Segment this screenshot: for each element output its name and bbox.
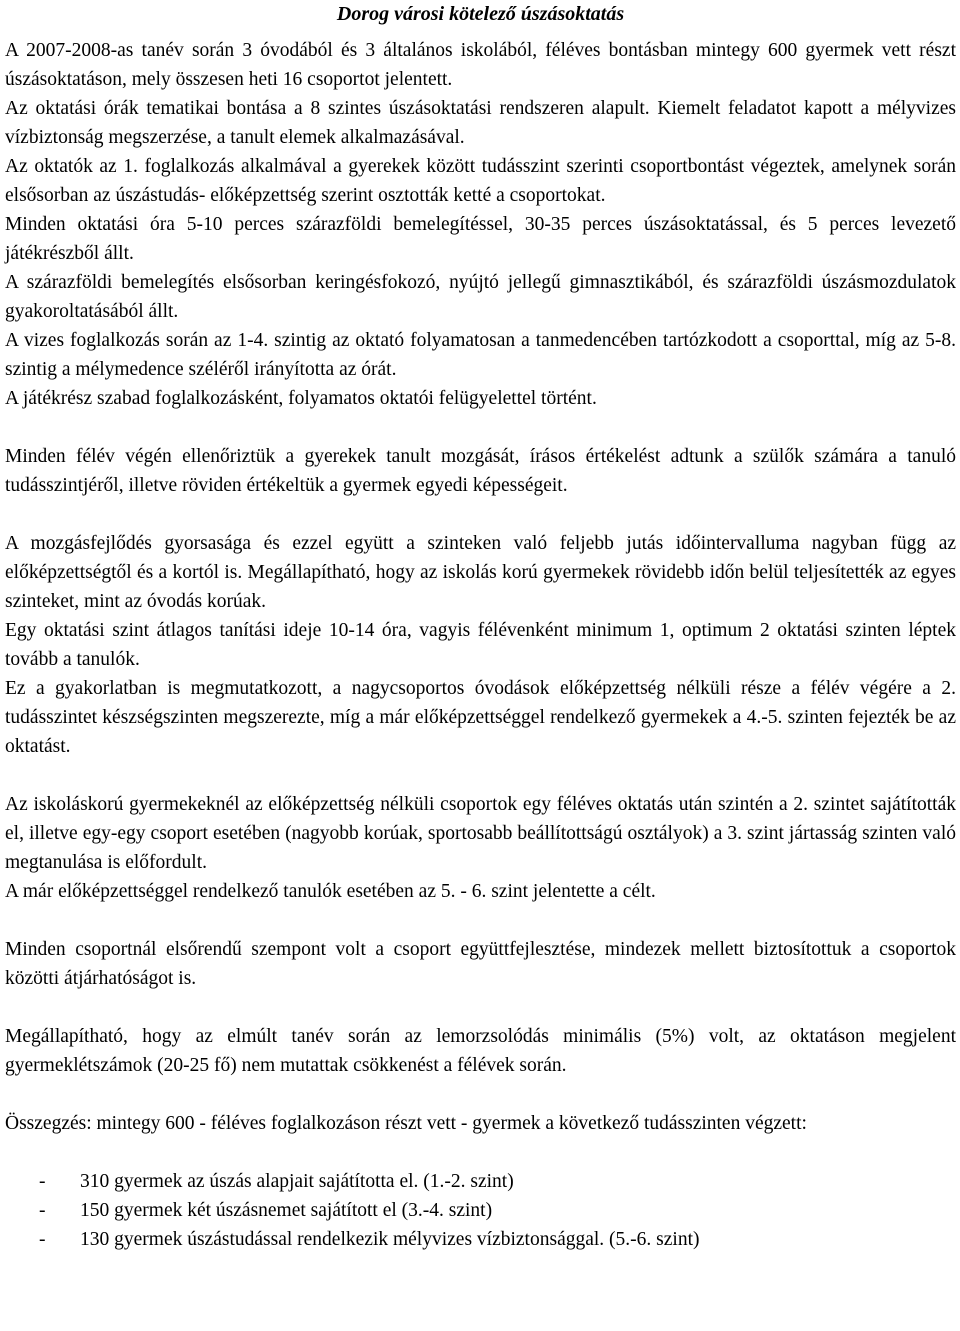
list-item-text: 310 gyermek az úszás alapjait sajátította el. (1.-2. szint) (80, 1171, 514, 1192)
paragraph-level-duration: Egy oktatási szint átlagos tanítási ideje 10-14 óra, vagyis félévenként minimum 1, optimum 2 oktatási szinten léptek tovább a tanulók. (5, 620, 956, 670)
paragraph-advanced-target: A már előképzettséggel rendelkező tanulók esetében az 5. - 6. szint jelentette a célt. (5, 881, 656, 902)
list-item (5, 1167, 956, 1196)
paragraph-warmup: A szárazföldi bemelegítés elsősorban keringésfokozó, nyújtó jellegű gimnasztikából, és szárazföldi úszásmozdulatok gyakoroltatásából állt. (5, 272, 956, 322)
list-item-text: 150 gyermek két úszásnemet sajátított el (3.-4. szint) (80, 1200, 493, 1221)
list-item (5, 1225, 956, 1254)
list-item (5, 1196, 956, 1225)
paragraph-intro: A 2007-2008-as tanév során 3 óvodából és 3 általános iskolából, féléves bontásban mintegy 600 gyermek vett részt úszásoktatáson, mely összesen heti 16 csoportot jelentett. (5, 40, 956, 90)
paragraph-summary: Összegzés: mintegy 600 - féléves foglalkozáson részt vett - gyermek a következő tudásszinten végzett: (5, 1113, 807, 1134)
paragraph-grouping: Az oktatók az 1. foglalkozás alkalmával a gyerekek között tudásszint szerinti csoportbontást végeztek, amelynek során elsősorban az úszástudás- előképzettség szerint osztották ketté a csoportokat. (5, 156, 956, 206)
paragraph-dropout: Megállapítható, hogy az elmúlt tanév során az lemorzsolódás minimális (5%) volt, az oktatáson megjelent gyermeklétszámok (20-25 fő) nem mutattak csökkenést a félévek során. (5, 1026, 956, 1076)
paragraph-evaluation: Minden félév végén ellenőriztük a gyerekek tanult mozgását, írásos értékelést adtunk a szülők számára a tanuló tudásszintjéről, illetve röviden értékeltük a gyermek egyedi képességeit. (5, 446, 956, 496)
paragraph-water-session: A vizes foglalkozás során az 1-4. szintig az oktató folyamatosan a tanmedencében tartózkodott a csoporttal, míg az 5-8. szintig a mélymedence széléről irányította az órát. (5, 330, 956, 380)
paragraph-development-speed: A mozgásfejlődés gyorsasága és ezzel együtt a szinteken való feljebb jutás időintervalluma nagyban függ az előképzettségtől és a kortól is. Megállapítható, hogy az iskolás korú gyermekek rövidebb időn belül teljesítették az egyes szinteket, mint az óvodás korúak. (5, 533, 956, 612)
paragraph-lesson-structure: Minden oktatási óra 5-10 perces szárazföldi bemelegítéssel, 30-35 perces úszásoktatással, és 5 perces levezető játékrészből állt. (5, 214, 956, 264)
list-dash: - (39, 1229, 46, 1250)
paragraph-game-part: A játékrész szabad foglalkozásként, folyamatos oktatói felügyelettel történt. (5, 388, 597, 409)
paragraph-thematics: Az oktatási órák tematikai bontása a 8 szintes úszásoktatási rendszeren alapult. Kiemelt feladatot kapott a mélyvizes vízbiztonság megszerzése, a tanult elemek alkalmazásával. (5, 98, 956, 148)
document-page (5, 0, 956, 1254)
list-item-text: 130 gyermek úszástudással rendelkezik mélyvizes vízbiztonsággal. (5.-6. szint) (80, 1229, 700, 1250)
list-dash: - (39, 1200, 46, 1221)
paragraph-school-results: Az iskoláskorú gyermekeknél az előképzettség nélküli csoportok egy féléves oktatás után szintén a 2. szintet sajátították el, illetve egy-egy csoport esetében (nagyobb korúak, sportosabb beállítottságú osztályok) a 3. szint jártasság szinten való megtanulása is előfordult. (5, 794, 956, 873)
paragraph-group-development: Minden csoportnál elsőrendű szempont volt a csoport együttfejlesztése, mindezek mellett biztosítottuk a csoportok közötti átjárhatóságot is. (5, 939, 956, 989)
document-title: Dorog városi kötelező úszásoktatás (336, 3, 625, 25)
results-list (5, 1167, 956, 1254)
list-dash: - (39, 1171, 46, 1192)
paragraph-kindergarten-results: Ez a gyakorlatban is megmutatkozott, a nagycsoportos óvodások előképzettség nélküli része a félév végére a 2. tudásszintet készségszinten megszerezte, míg a már előképzettséggel rendelkező gyermekek a 4.-5. szinten fejezték be az oktatást. (5, 678, 956, 757)
